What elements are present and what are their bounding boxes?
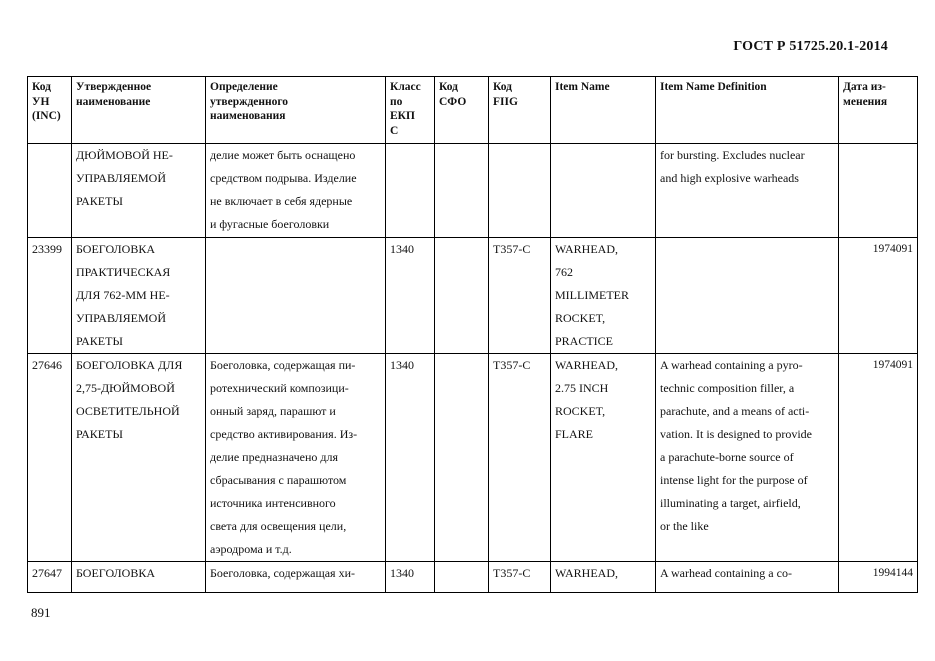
cell-text-line: средством подрыва. Изделие — [210, 171, 357, 185]
cell-definition — [206, 144, 386, 238]
cell-text-line: РАКЕТЫ — [76, 427, 123, 441]
cell-text: 27646 — [32, 358, 62, 372]
header-line: ЕКП — [390, 110, 415, 122]
cell-text-line: БОЕГОЛОВКА ДЛЯ — [76, 358, 183, 372]
cell-text-line: ДЮЙМОВОЙ НЕ- — [76, 148, 173, 162]
cell-text-line: БОЕГОЛОВКА — [76, 242, 155, 256]
cell-fiig — [489, 562, 551, 593]
cell-text-line: technic composition filler, a — [660, 381, 795, 395]
cell-text-line: FLARE — [555, 427, 594, 441]
cell-text-line: WARHEAD, — [555, 566, 618, 580]
header-line: Определение — [210, 81, 278, 93]
header-sfo — [435, 77, 489, 144]
header-line: наименования — [210, 110, 286, 122]
cell-item-definition — [656, 144, 839, 238]
cell-sfo — [435, 238, 489, 354]
header-definition — [206, 77, 386, 144]
cell-text-line: источника интенсивного — [210, 496, 336, 510]
cell-fiig — [489, 354, 551, 562]
header-line: Класс — [390, 81, 421, 93]
header-item-name — [551, 77, 656, 144]
cell-code — [28, 562, 72, 593]
cell-text-line: parachute, and a means of acti- — [660, 404, 810, 418]
cell-text-line: РАКЕТЫ — [76, 194, 123, 208]
header-item-name-definition — [656, 77, 839, 144]
cell-fiig — [489, 144, 551, 238]
header-code — [28, 77, 72, 144]
cell-text-line: Боеголовка, содержащая пи- — [210, 358, 356, 372]
cell-text-line: ОСВЕТИТЕЛЬНОЙ — [76, 404, 180, 418]
cell-change-date — [839, 562, 918, 593]
cell-change-date — [839, 354, 918, 562]
header-change-date — [839, 77, 918, 144]
table-row — [28, 238, 918, 354]
cell-sfo — [435, 562, 489, 593]
cell-approved-name — [72, 144, 206, 238]
header-fiig — [489, 77, 551, 144]
cell-item-definition — [656, 354, 839, 562]
cell-text: 1974091 — [872, 359, 913, 371]
cell-text-line: УПРАВЛЯЕМОЙ — [76, 171, 166, 185]
table-header-row — [28, 77, 918, 144]
cell-text: 1974091 — [872, 243, 913, 255]
cell-text: 1994144 — [872, 567, 913, 579]
cell-text-line: БОЕГОЛОВКА — [76, 566, 155, 580]
cell-item-name — [551, 562, 656, 593]
header-line: Дата из- — [843, 81, 886, 93]
header-line: С — [390, 124, 399, 137]
cell-text-line: a parachute-borne source of — [660, 450, 794, 464]
cell-class — [386, 238, 435, 354]
header-line: Утвержденное — [76, 81, 152, 93]
cell-text-line: онный заряд, парашют и — [210, 404, 336, 418]
header-line: Item Name Definition — [660, 81, 767, 93]
cell-text-line: PRACTICE — [555, 334, 614, 348]
document-title: ГОСТ Р 51725.20.1-2014 — [733, 39, 888, 54]
cell-text-line: 2.75 INCH — [555, 381, 609, 395]
cell-change-date — [839, 144, 918, 238]
cell-text-line: сбрасывания с парашютом — [210, 473, 347, 487]
cell-sfo — [435, 144, 489, 238]
header-line: FIIG — [493, 95, 518, 108]
cell-text-line: и фугасные боеголовки — [210, 217, 330, 231]
cell-text-line: ROCKET, — [555, 404, 606, 418]
cell-text-line: WARHEAD, — [555, 242, 618, 256]
cell-text-line: света для освещения цели, — [210, 519, 347, 533]
cell-text: T357-C — [493, 242, 531, 256]
cell-text: 27647 — [32, 566, 62, 580]
cell-text-line: and high explosive warheads — [660, 171, 799, 185]
cell-class — [386, 354, 435, 562]
header-line: наименование — [76, 95, 151, 108]
cell-definition — [206, 562, 386, 593]
cell-definition — [206, 354, 386, 562]
cell-text-line: делие предназначено для — [210, 450, 339, 464]
cell-item-name — [551, 238, 656, 354]
cell-text: T357-C — [493, 566, 531, 580]
cell-text: 1340 — [390, 358, 414, 372]
cell-text-line: ДЛЯ 762-ММ НЕ- — [76, 288, 170, 302]
cell-code — [28, 354, 72, 562]
cell-code — [28, 238, 72, 354]
table-row — [28, 144, 918, 238]
cell-text-line: аэродрома и т.д. — [210, 542, 292, 556]
cell-sfo — [435, 354, 489, 562]
cell-definition — [206, 238, 386, 354]
cell-text-line: Боеголовка, содержащая хи- — [210, 566, 355, 580]
table-row — [28, 562, 918, 593]
cell-text-line: 2,75-ДЮЙМОВОЙ — [76, 381, 175, 395]
page-number: 891 — [31, 605, 51, 620]
header-line: по — [390, 95, 403, 108]
cell-item-definition — [656, 238, 839, 354]
cell-text-line: УПРАВЛЯЕМОЙ — [76, 311, 166, 325]
cell-text-line: A warhead containing a pyro- — [660, 358, 803, 372]
cell-text-line: делие может быть оснащено — [210, 148, 356, 162]
cell-item-name — [551, 144, 656, 238]
cell-approved-name — [72, 562, 206, 593]
header-class — [386, 77, 435, 144]
cell-text-line: vation. It is designed to provide — [660, 427, 812, 441]
cell-text-line: РАКЕТЫ — [76, 334, 123, 348]
header-line: менения — [843, 95, 888, 108]
header-approved-name — [72, 77, 206, 144]
cell-text-line: or the like — [660, 519, 709, 533]
cell-class — [386, 562, 435, 593]
table-row — [28, 354, 918, 562]
header-line: Код — [493, 81, 513, 93]
header-line: утвержденного — [210, 95, 289, 108]
header-line: (INC) — [32, 110, 61, 122]
cell-text-line: средство активирования. Из- — [210, 427, 358, 441]
cell-text-line: ROCKET, — [555, 311, 606, 325]
cell-code — [28, 144, 72, 238]
cell-text-line: ПРАКТИЧЕСКАЯ — [76, 265, 171, 279]
cell-text-line: не включает в себя ядерные — [210, 194, 353, 208]
cell-text: 1340 — [390, 242, 414, 256]
cell-text-line: for bursting. Excludes nuclear — [660, 148, 805, 162]
cell-text-line: ротехнический композици- — [210, 381, 349, 395]
cell-text: 1340 — [390, 566, 414, 580]
table-body — [28, 144, 918, 593]
cell-fiig — [489, 238, 551, 354]
cell-text-line: 762 — [555, 265, 573, 279]
cell-approved-name — [72, 238, 206, 354]
header-line: УН — [32, 95, 50, 108]
cell-item-name — [551, 354, 656, 562]
cell-approved-name — [72, 354, 206, 562]
header-line: Код — [32, 81, 52, 93]
cell-text-line: intense light for the purpose of — [660, 473, 808, 487]
cell-text-line: A warhead containing a co- — [660, 566, 792, 580]
header-line: Item Name — [555, 81, 610, 93]
header-line: СФО — [439, 95, 467, 108]
cell-item-definition — [656, 562, 839, 593]
cell-text-line: illuminating a target, airfield, — [660, 496, 801, 510]
header-line: Код — [439, 81, 459, 93]
cell-class — [386, 144, 435, 238]
catalog-table — [27, 76, 918, 593]
cell-text: T357-C — [493, 358, 531, 372]
cell-text: 23399 — [32, 242, 62, 256]
cell-text-line: MILLIMETER — [555, 288, 629, 302]
cell-change-date — [839, 238, 918, 354]
cell-text-line: WARHEAD, — [555, 358, 618, 372]
